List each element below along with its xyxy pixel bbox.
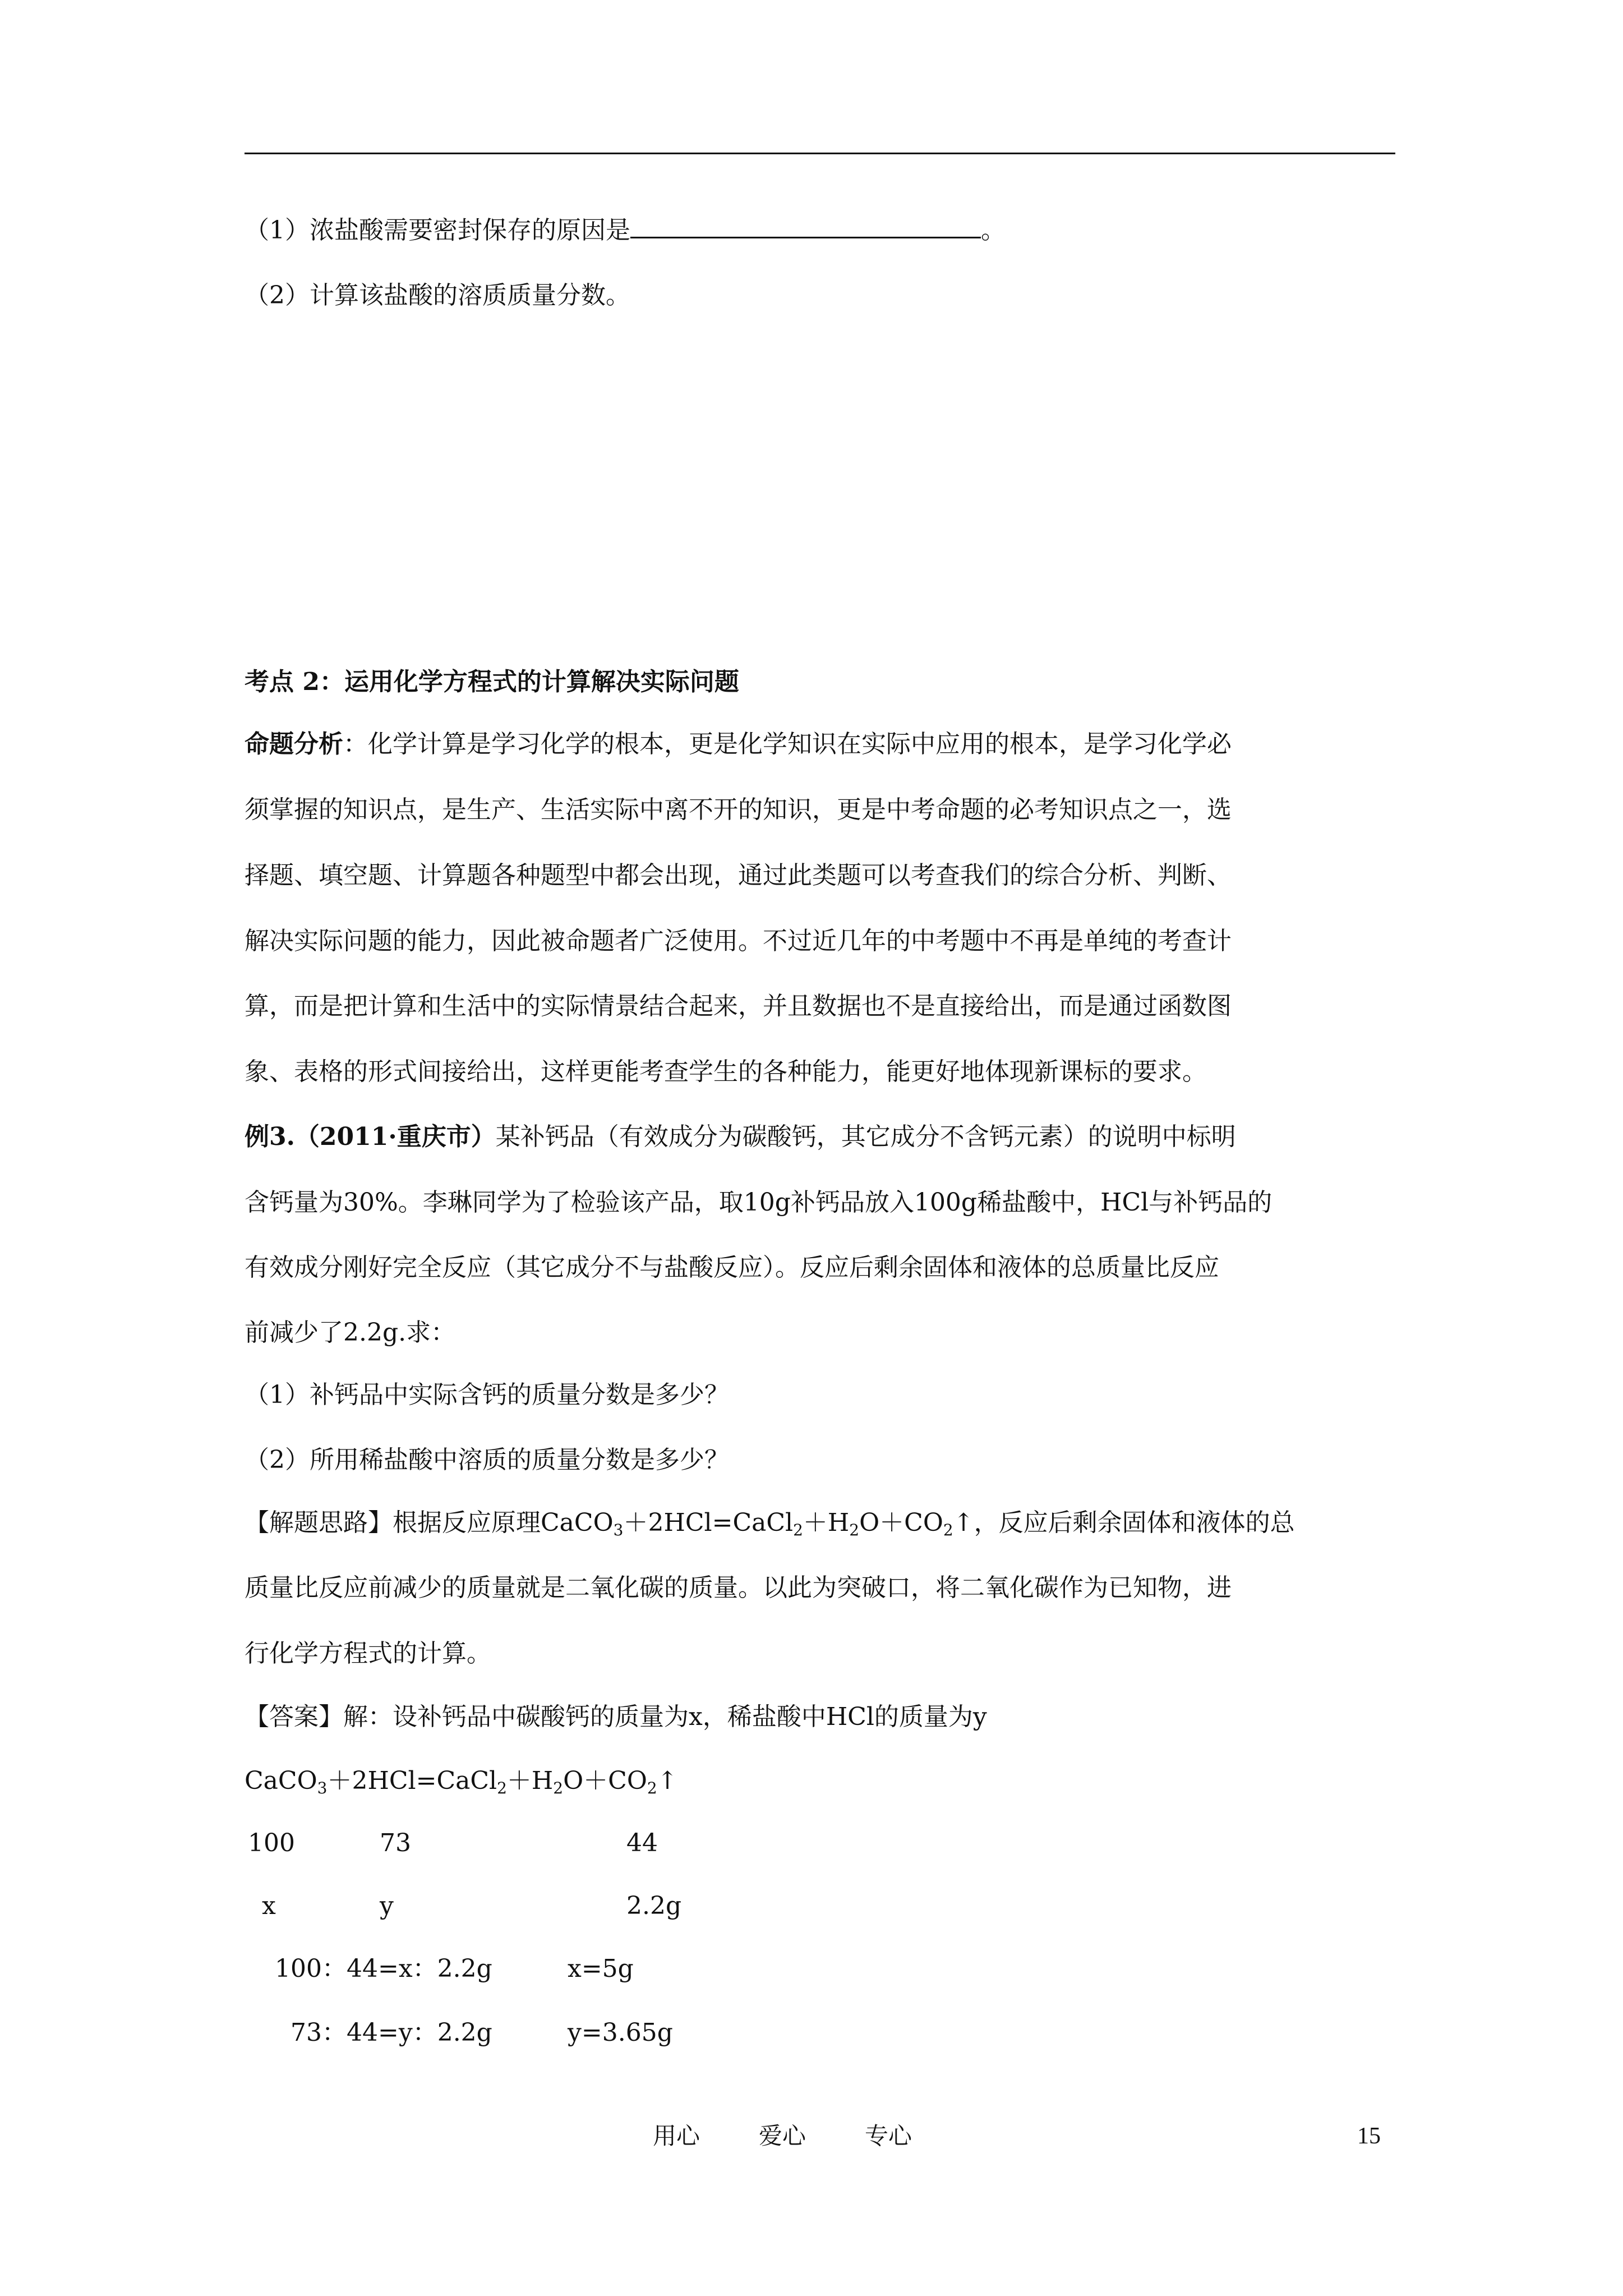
example-line-3: 有效成分刚好完全反应（其它成分不与盐酸反应）。反应后剩余固体和液体的总质量比反应 [245,1253,1219,1282]
question-2: （2）计算该盐酸的溶质质量分数。 [245,281,630,310]
answer-text: 解：设补钙品中碳酸钙的质量为x，稀盐酸中HCl的质量为y [343,1703,987,1731]
example-line-4: 前减少了2.2g.求： [245,1318,456,1347]
analysis-line-2: 须掌握的知识点，是生产、生活实际中离不开的知识，更是中考命题的必考知识点之一，选 [245,795,1232,824]
ratio-1: 100：44=x：2.2g [275,1954,492,1983]
approach-line-3: 行化学方程式的计算。 [245,1639,491,1668]
analysis-line-3: 择题、填空题、计算题各种题型中都会出现，通过此类题可以考查我们的综合分析、判断、 [245,861,1232,890]
molar-mass-co2: 44 [626,1829,658,1857]
footer-motto [653,2120,912,2152]
molar-mass-hcl: 73 [380,1829,411,1857]
molar-mass-caco3: 100 [248,1829,295,1857]
reaction-equation: $CaCO_3+2HCl=CaCl_2+H_2O+CO_2↑$ [245,1766,678,1797]
header-rule [245,153,1395,154]
motto-3: 专心 [865,2122,912,2150]
co2-mass: 2.2g [626,1892,682,1920]
motto-1: 用心 [653,2122,700,2150]
result-x: x=5g [568,1954,634,1983]
page-number: 15 [1357,2123,1381,2149]
approach-line-1 [245,1506,1295,1540]
analysis-label: 命题分析 [245,730,343,758]
result-y: y=3.65g [568,2018,673,2047]
unknown-y: y [380,1892,394,1920]
approach-line-2: 质量比反应前减少的质量就是二氧化碳的质量。以此为突破口，将二氧化碳作为已知物，进 [245,1573,1232,1602]
analysis-line-4: 解决实际问题的能力，因此被命题者广泛使用。不过近几年的中考题中不再是单纯的考查计 [245,927,1232,955]
analysis-line-5: 算，而是把计算和生活中的实际情景结合起来，并且数据也不是直接给出，而是通过函数图 [245,992,1232,1020]
example-label: 例3.（2011·重庆市） [245,1122,496,1151]
example-line-2: 含钙量为30%。李琳同学为了检验该产品，取10g补钙品放入100g稀盐酸中，HCl与补钙品的 [245,1188,1272,1217]
approach-equation: $CaCO_3+2HCl=CaCl_2+H_2O+CO_2↑$ [541,1508,974,1539]
example-text: 某补钙品（有效成分为碳酸钙，其它成分不含钙元素）的说明中标明 [495,1122,1236,1151]
question-1-end: 。 [981,216,1006,245]
example-sub-question-2: （2）所用稀盐酸中溶质的质量分数是多少？ [245,1446,729,1474]
motto-2: 爱心 [759,2122,806,2150]
approach-text-2: ，反应后剩余固体和液体的总 [974,1508,1295,1537]
example-line-1 [245,1120,1236,1154]
question-1 [245,212,1006,247]
answer-label: 【答案】 [245,1703,343,1731]
answer-line [245,1700,987,1734]
analysis-text: ：化学计算是学习化学的根本，更是化学知识在实际中应用的根本，是学习化学必 [343,730,1232,758]
answer-blank[interactable] [630,212,981,238]
unknown-x: x [262,1892,276,1920]
analysis-line-6: 象、表格的形式间接给出，这样更能考查学生的各种能力，能更好地体现新课标的要求。 [245,1057,1207,1086]
analysis-line-1 [245,728,1232,761]
section-title: 考点 2：运用化学方程式的计算解决实际问题 [245,668,739,696]
ratio-2: 73：44=y：2.2g [291,2018,492,2047]
approach-label: 【解题思路】 [245,1508,393,1537]
example-sub-question-1: （1）补钙品中实际含钙的质量分数是多少？ [245,1381,729,1409]
approach-text-1: 根据反应原理 [393,1508,541,1537]
question-1-text: （1）浓盐酸需要密封保存的原因是 [245,216,630,245]
